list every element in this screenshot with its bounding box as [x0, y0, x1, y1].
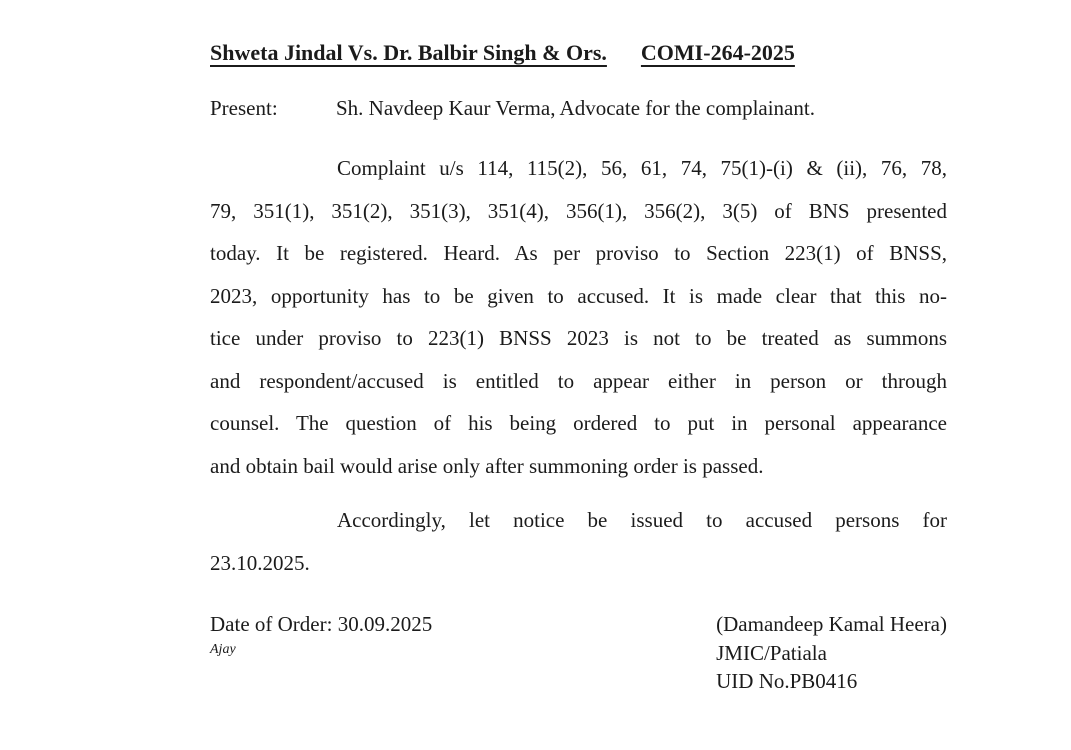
date-of-order: Date of Order: 30.09.2025 — [210, 612, 433, 636]
present-row — [210, 96, 947, 121]
clerk-initials: Ajay — [210, 642, 236, 657]
order-paragraph-1 — [210, 147, 947, 487]
order-paragraph-1-line: counsel. The question of his being ordered to put in personal appearance — [210, 411, 947, 435]
order-paragraph-2-line: 23.10.2025. — [210, 550, 310, 575]
present-text: Sh. Navdeep Kaur Verma, Advocate for the complainant. — [336, 96, 815, 120]
case-title: Shweta Jindal Vs. Dr. Balbir Singh & Ors. — [210, 40, 607, 65]
order-paragraph-1-line: today. It be registered. Heard. As per proviso to Section 223(1) of BNSS, — [210, 241, 947, 265]
judge-name: (Damandeep Kamal Heera) — [716, 612, 947, 636]
order-paragraph-2-line: Accordingly, let notice be issued to accused persons for — [337, 508, 947, 532]
case-title-row — [210, 40, 947, 66]
footer-left-block — [210, 610, 432, 662]
order-paragraph-1-line: Complaint u/s 114, 115(2), 56, 61, 74, 75(1)-(i) & (ii), 76, 78, — [337, 156, 947, 180]
judge-uid: UID No.PB0416 — [716, 669, 858, 693]
order-paragraph-1-line: and respondent/accused is entitled to appear either in person or through — [210, 368, 947, 393]
signature-block — [716, 610, 947, 696]
judge-designation: JMIC/Patiala — [716, 640, 827, 665]
order-paragraph-1-line: 79, 351(1), 351(2), 351(3), 351(4), 356(1), 356(2), 3(5) of BNS presented — [210, 198, 947, 223]
order-paragraph-1-line: tice under proviso to 223(1) BNSS 2023 is not to be treated as summons — [210, 326, 947, 350]
present-label: Present: — [210, 96, 278, 120]
order-paragraph-1-line: and obtain bail would arise only after summoning order is passed. — [210, 453, 764, 478]
order-paragraph-2 — [210, 499, 947, 584]
case-number: COMI-264-2025 — [640, 40, 795, 65]
order-paragraph-1-line: 2023, opportunity has to be given to accused. It is made clear that this no- — [210, 283, 947, 308]
order-footer — [210, 610, 947, 696]
